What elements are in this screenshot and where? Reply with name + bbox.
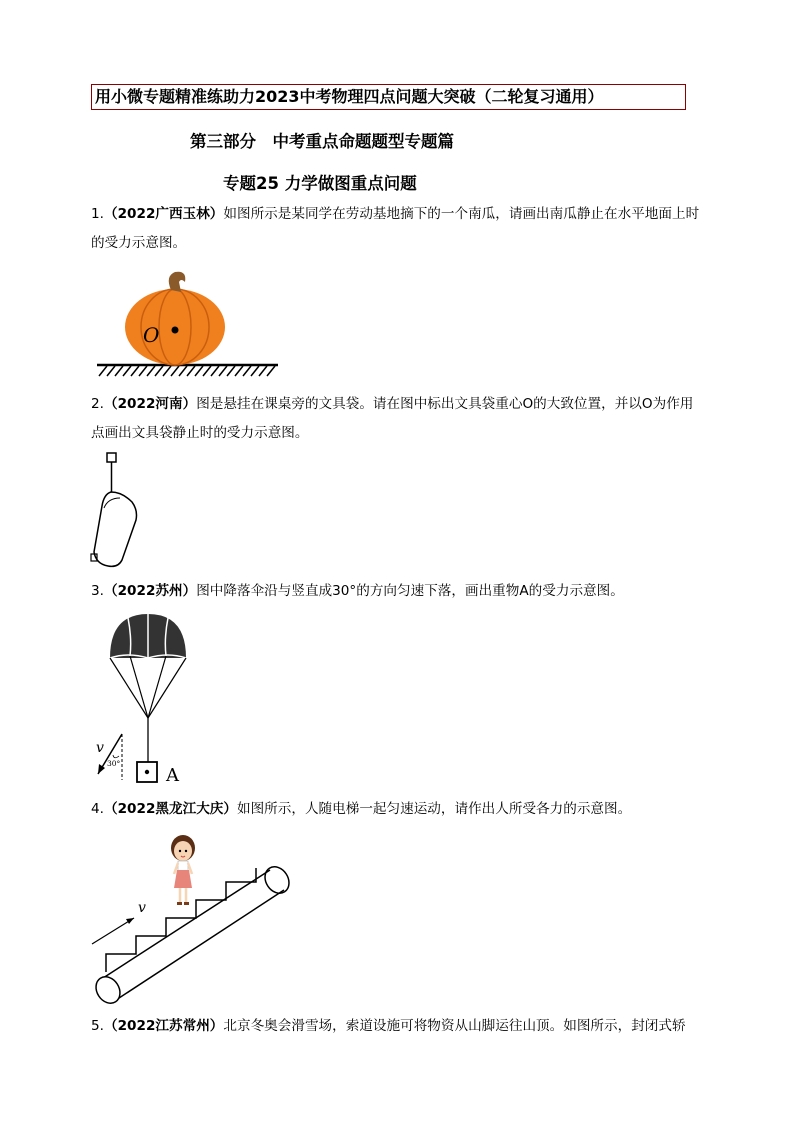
question-number: 4. — [91, 801, 104, 817]
question-1 — [91, 200, 706, 258]
question-2 — [91, 390, 706, 448]
question-source: （2022苏州） — [103, 583, 197, 599]
question-source: （2022江苏常州） — [103, 1018, 224, 1034]
hook — [107, 453, 116, 462]
topic-heading: 专题25 力学做图重点问题 — [223, 174, 417, 193]
center-dot — [172, 327, 179, 334]
document-banner: 用小微专题精准练助力2023中考物理四点问题大突破（二轮复习通用） — [91, 84, 686, 110]
question-source: （2022河南） — [103, 396, 197, 412]
part-heading: 第三部分 中考重点命题题型专题篇 — [190, 132, 454, 151]
suspension-lines — [110, 656, 186, 718]
velocity-label: v — [96, 740, 104, 756]
ground-hatching — [99, 366, 275, 376]
question-text: 北京冬奥会滑雪场，索道设施可将物资从山脚运往山顶。如图所示，封闭式轿 — [223, 1018, 686, 1034]
question-text: 如图所示是某同学在劳动基地摘下的一个南瓜，请画出南瓜静止在水平地面上时的受力示意图。 — [91, 206, 700, 251]
pumpkin-figure — [95, 268, 285, 383]
center-label: O — [143, 323, 160, 347]
question-number: 3. — [91, 583, 104, 599]
question-4 — [91, 795, 706, 824]
velocity-arrow — [92, 918, 134, 944]
question-3 — [91, 577, 706, 606]
girl — [171, 835, 195, 905]
question-5 — [91, 1012, 706, 1041]
question-number: 1. — [91, 206, 104, 222]
angle-label: 30° — [107, 759, 121, 768]
question-text: 图中降落伞沿与竖直成30°的方向匀速下落，画出重物A的受力示意图。 — [196, 583, 624, 599]
pumpkin — [125, 272, 225, 365]
velocity-label: v — [138, 900, 146, 916]
tube-end-top — [260, 862, 294, 897]
question-source: （2022广西玉林） — [103, 206, 224, 222]
question-source: （2022黑龙江大庆） — [103, 801, 237, 817]
object-label: A — [166, 765, 179, 786]
tube-end-bottom — [91, 972, 125, 1007]
escalator-figure — [88, 830, 293, 1005]
pencil-bag-figure — [88, 452, 158, 570]
pencil-bag — [94, 492, 137, 566]
question-text: 如图所示，人随电梯一起匀速运动，请作出人所受各力的示意图。 — [236, 801, 632, 817]
question-number: 5. — [91, 1018, 104, 1034]
question-number: 2. — [91, 396, 104, 412]
parachute-figure — [88, 610, 198, 790]
question-text: 图是悬挂在课桌旁的文具袋。请在图中标出文具袋重心O的大致位置，并以O为作用点画出文具袋静止时的受力示意图。 — [91, 396, 694, 441]
